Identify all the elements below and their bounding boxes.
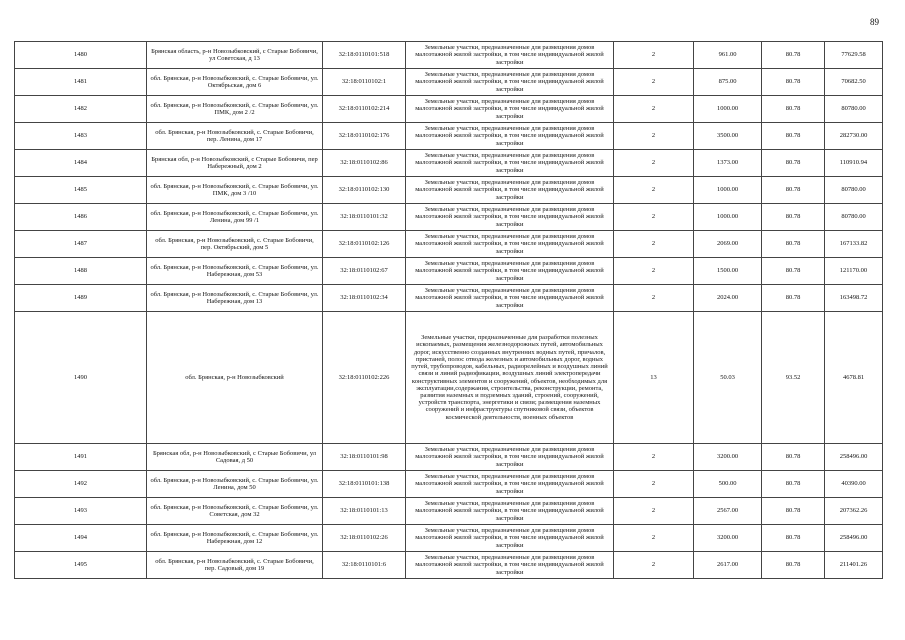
table-row <box>15 444 883 471</box>
cadastral-number-cell: 32:18:0110102:34 <box>323 285 406 312</box>
area-cell: 1000.00 <box>694 177 762 204</box>
area-cell: 1373.00 <box>694 150 762 177</box>
cadastral-number-cell: 32:18:0110101:6 <box>323 552 406 579</box>
land-use-cell: Земельные участки, предназначенные для размещения домов малоэтажной жилой застройки, в том числе индивидуальной жилой застройки <box>406 42 614 69</box>
record-number: 1485 <box>15 177 147 204</box>
address-cell: обл. Брянская, р-н Новозыбковский, с. Старые Бобовичи, ул. Набережная, дом 12 <box>147 525 323 552</box>
address-cell: обл. Брянская, р-н Новозыбковский, с. Старые Бобовичи, пер. Ленина, дом 17 <box>147 123 323 150</box>
area-cell: 2567.00 <box>694 498 762 525</box>
rate-cell: 80.78 <box>762 123 825 150</box>
rate-cell: 80.78 <box>762 525 825 552</box>
amount-cell: 110910.94 <box>825 150 883 177</box>
cadastral-number-cell: 32:18:0110102:176 <box>323 123 406 150</box>
address-cell: обл. Брянская, р-н Новозыбковский, с. Старые Бобовичи, ул. Советская, дом 32 <box>147 498 323 525</box>
table-row <box>15 150 883 177</box>
rate-cell: 80.78 <box>762 96 825 123</box>
record-number: 1492 <box>15 471 147 498</box>
amount-cell: 258496.00 <box>825 525 883 552</box>
cadastral-number-cell: 32:18:0110102:67 <box>323 258 406 285</box>
group-cell: 2 <box>614 96 694 123</box>
record-number: 1487 <box>15 231 147 258</box>
group-cell: 13 <box>614 312 694 444</box>
cadastral-number-cell: 32:18:0110101:518 <box>323 42 406 69</box>
area-cell: 2617.00 <box>694 552 762 579</box>
area-cell: 961.00 <box>694 42 762 69</box>
cadastral-number-cell: 32:18:0110102:86 <box>323 150 406 177</box>
group-cell: 2 <box>614 285 694 312</box>
area-cell: 3200.00 <box>694 444 762 471</box>
area-cell: 2069.00 <box>694 231 762 258</box>
amount-cell: 163498.72 <box>825 285 883 312</box>
registry-body <box>15 42 883 579</box>
cadastral-number-cell: 32:18:0110101:13 <box>323 498 406 525</box>
land-use-cell: Земельные участки, предназначенные для размещения домов малоэтажной жилой застройки, в том числе индивидуальной жилой застройки <box>406 258 614 285</box>
rate-cell: 80.78 <box>762 150 825 177</box>
table-row <box>15 177 883 204</box>
land-use-cell: Земельные участки, предназначенные для размещения домов малоэтажной жилой застройки, в том числе индивидуальной жилой застройки <box>406 96 614 123</box>
address-cell: обл. Брянская, р-н Новозыбковский, с. Старые Бобовичи, ул. Ленина, дом 50 <box>147 471 323 498</box>
land-registry-table <box>14 41 883 579</box>
area-cell: 500.00 <box>694 471 762 498</box>
group-cell: 2 <box>614 258 694 285</box>
cadastral-number-cell: 32:18:0110102:126 <box>323 231 406 258</box>
area-cell: 2024.00 <box>694 285 762 312</box>
cadastral-number-cell: 32:18:0110101:138 <box>323 471 406 498</box>
record-number: 1489 <box>15 285 147 312</box>
group-cell: 2 <box>614 204 694 231</box>
group-cell: 2 <box>614 231 694 258</box>
address-cell: обл. Брянская, р-н Новозыбковский, с. Старые Бобовичи, ул. Октябрьская, дом 6 <box>147 69 323 96</box>
address-cell: обл. Брянская, р-н Новозыбковский, с. Старые Бобовичи, ул. ПМК, дом 2 /2 <box>147 96 323 123</box>
group-cell: 2 <box>614 123 694 150</box>
record-number: 1491 <box>15 444 147 471</box>
amount-cell: 70682.50 <box>825 69 883 96</box>
land-use-cell: Земельные участки, предназначенные для размещения домов малоэтажной жилой застройки, в том числе индивидуальной жилой застройки <box>406 285 614 312</box>
address-cell: обл. Брянская, р-н Новозыбковский, с. Старые Бобовичи, ул. Набережная, дом 13 <box>147 285 323 312</box>
group-cell: 2 <box>614 444 694 471</box>
land-use-cell: Земельные участки, предназначенные для размещения домов малоэтажной жилой застройки, в том числе индивидуальной жилой застройки <box>406 177 614 204</box>
record-number: 1481 <box>15 69 147 96</box>
cadastral-number-cell: 32:18:0110102:226 <box>323 312 406 444</box>
table-row <box>15 204 883 231</box>
record-number: 1480 <box>15 42 147 69</box>
address-cell: Брянская область, р-н Новозыбковский, с Старые Бобовичи, ул Советская, д 13 <box>147 42 323 69</box>
area-cell: 875.00 <box>694 69 762 96</box>
address-cell: обл. Брянская, р-н Новозыбковский, с. Старые Бобовичи, пер. Садовый, дом 19 <box>147 552 323 579</box>
rate-cell: 80.78 <box>762 444 825 471</box>
amount-cell: 77629.58 <box>825 42 883 69</box>
record-number: 1495 <box>15 552 147 579</box>
land-use-cell: Земельные участки, предназначенные для размещения домов малоэтажной жилой застройки, в том числе индивидуальной жилой застройки <box>406 444 614 471</box>
group-cell: 2 <box>614 525 694 552</box>
land-use-cell: Земельные участки, предназначенные для размещения домов малоэтажной жилой застройки, в том числе индивидуальной жилой застройки <box>406 123 614 150</box>
group-cell: 2 <box>614 471 694 498</box>
cadastral-number-cell: 32:18:0110101:32 <box>323 204 406 231</box>
address-cell: обл. Брянская, р-н Новозыбковский, с. Старые Бобовичи, ул. Набережная, дом 53 <box>147 258 323 285</box>
record-number: 1494 <box>15 525 147 552</box>
table-row <box>15 552 883 579</box>
cadastral-number-cell: 32:18:0110102:1 <box>323 69 406 96</box>
land-use-cell: Земельные участки, предназначенные для размещения домов малоэтажной жилой застройки, в том числе индивидуальной жилой застройки <box>406 498 614 525</box>
land-use-cell: Земельные участки, предназначенные для размещения домов малоэтажной жилой застройки, в том числе индивидуальной жилой застройки <box>406 471 614 498</box>
group-cell: 2 <box>614 177 694 204</box>
address-cell: обл. Брянская, р-н Новозыбковский, с. Старые Бобовичи, ул. Ленина, дом 99 /1 <box>147 204 323 231</box>
amount-cell: 282730.00 <box>825 123 883 150</box>
land-use-cell: Земельные участки, предназначенные для размещения домов малоэтажной жилой застройки, в том числе индивидуальной жилой застройки <box>406 552 614 579</box>
land-use-cell: Земельные участки, предназначенные для размещения домов малоэтажной жилой застройки, в том числе индивидуальной жилой застройки <box>406 525 614 552</box>
rate-cell: 93.52 <box>762 312 825 444</box>
land-use-cell: Земельные участки, предназначенные для размещения домов малоэтажной жилой застройки, в том числе индивидуальной жилой застройки <box>406 69 614 96</box>
rate-cell: 80.78 <box>762 498 825 525</box>
amount-cell: 40390.00 <box>825 471 883 498</box>
area-cell: 3500.00 <box>694 123 762 150</box>
amount-cell: 207362.26 <box>825 498 883 525</box>
rate-cell: 80.78 <box>762 552 825 579</box>
address-cell: Брянская обл, р-н Новозыбковский, с Старые Бобовичи, пер Набережный, дом 2 <box>147 150 323 177</box>
amount-cell: 80780.00 <box>825 96 883 123</box>
cadastral-number-cell: 32:18:0110102:214 <box>323 96 406 123</box>
cadastral-number-cell: 32:18:0110101:98 <box>323 444 406 471</box>
table-row <box>15 525 883 552</box>
address-cell: обл. Брянская, р-н Новозыбковский, с. Старые Бобовичи, пер. Октябрьский, дом 5 <box>147 231 323 258</box>
table-row <box>15 123 883 150</box>
area-cell: 1500.00 <box>694 258 762 285</box>
group-cell: 2 <box>614 150 694 177</box>
table-row <box>15 471 883 498</box>
land-use-cell: Земельные участки, предназначенные для разработки полезных ископаемых, размещения железнодорожных путей, автомобильных дорог, искусственно созданных внутренних водных путей, причалов, пристаней, полос отвода железных и автомобильных дорог, водных путей, трубопроводов, кабельных, радиорелейных и воздушных линий связи и линий радиофикации, воздушных линий электропередачи конструктивных элементов и сооружений, объектов, необходимых для эксплуатации,содержания, строительства, реконструкции, ремонта, развития наземных и подземных зданий, строений, сооружений, устройств транспорта, энергетики и связи; размещения наземных сооружений и инфраструктуры спутниковой связи, объектов космической деятельности, военных объектов <box>406 312 614 444</box>
record-number: 1486 <box>15 204 147 231</box>
record-number: 1488 <box>15 258 147 285</box>
amount-cell: 121170.00 <box>825 258 883 285</box>
table-row <box>15 96 883 123</box>
rate-cell: 80.78 <box>762 204 825 231</box>
rate-cell: 80.78 <box>762 285 825 312</box>
record-number: 1484 <box>15 150 147 177</box>
address-cell: Брянская обл, р-н Новозыбковский, с Старые Бобовичи, ул Садовая, д 50 <box>147 444 323 471</box>
group-cell: 2 <box>614 69 694 96</box>
rate-cell: 80.78 <box>762 69 825 96</box>
page-number: 89 <box>870 17 879 27</box>
table-row <box>15 69 883 96</box>
rate-cell: 80.78 <box>762 471 825 498</box>
group-cell: 2 <box>614 498 694 525</box>
address-cell: обл. Брянская, р-н Новозыбковский <box>147 312 323 444</box>
cadastral-number-cell: 32:18:0110102:130 <box>323 177 406 204</box>
rate-cell: 80.78 <box>762 177 825 204</box>
land-use-cell: Земельные участки, предназначенные для размещения домов малоэтажной жилой застройки, в том числе индивидуальной жилой застройки <box>406 150 614 177</box>
area-cell: 50.03 <box>694 312 762 444</box>
area-cell: 3200.00 <box>694 525 762 552</box>
table-row <box>15 285 883 312</box>
amount-cell: 211401.26 <box>825 552 883 579</box>
land-use-cell: Земельные участки, предназначенные для размещения домов малоэтажной жилой застройки, в том числе индивидуальной жилой застройки <box>406 231 614 258</box>
cadastral-number-cell: 32:18:0110102:26 <box>323 525 406 552</box>
table-row <box>15 498 883 525</box>
record-number: 1483 <box>15 123 147 150</box>
amount-cell: 80780.00 <box>825 177 883 204</box>
record-number: 1482 <box>15 96 147 123</box>
record-number: 1490 <box>15 312 147 444</box>
group-cell: 2 <box>614 552 694 579</box>
address-cell: обл. Брянская, р-н Новозыбковский, с. Старые Бобовичи, ул. ПМК, дом 3 /10 <box>147 177 323 204</box>
rate-cell: 80.78 <box>762 231 825 258</box>
amount-cell: 80780.00 <box>825 204 883 231</box>
table-row <box>15 258 883 285</box>
table-row <box>15 42 883 69</box>
rate-cell: 80.78 <box>762 42 825 69</box>
rate-cell: 80.78 <box>762 258 825 285</box>
group-cell: 2 <box>614 42 694 69</box>
amount-cell: 258496.00 <box>825 444 883 471</box>
land-use-cell: Земельные участки, предназначенные для размещения домов малоэтажной жилой застройки, в том числе индивидуальной жилой застройки <box>406 204 614 231</box>
record-number: 1493 <box>15 498 147 525</box>
amount-cell: 4678.81 <box>825 312 883 444</box>
table-row <box>15 231 883 258</box>
table-row <box>15 312 883 444</box>
area-cell: 1000.00 <box>694 96 762 123</box>
amount-cell: 167133.82 <box>825 231 883 258</box>
area-cell: 1000.00 <box>694 204 762 231</box>
